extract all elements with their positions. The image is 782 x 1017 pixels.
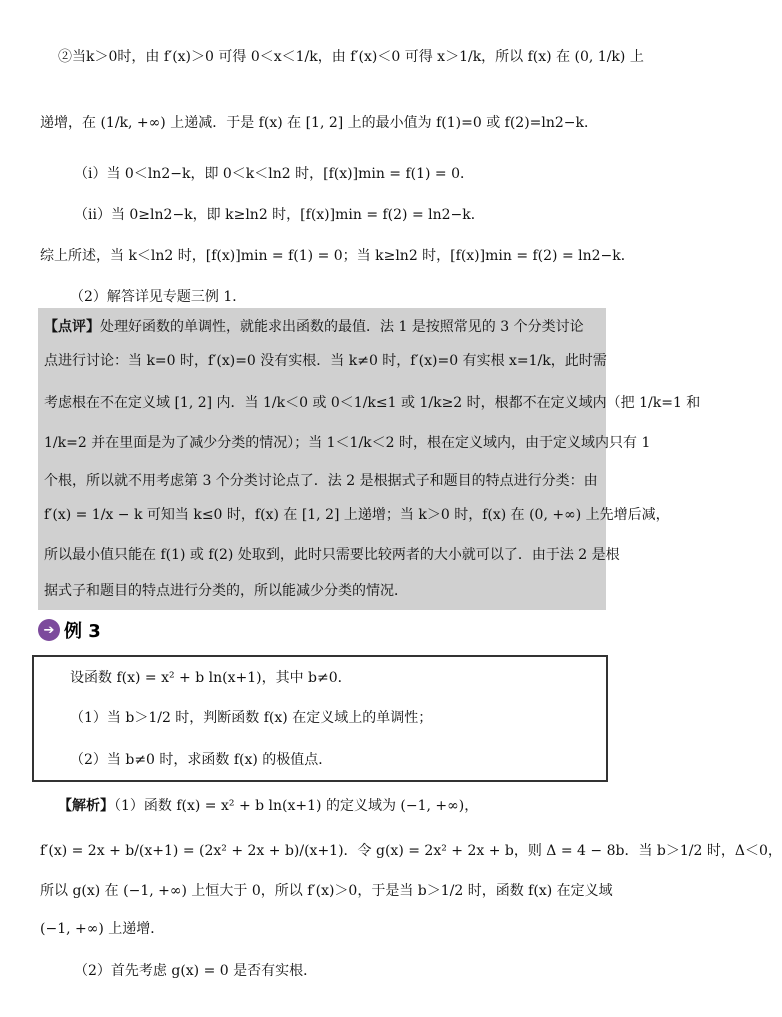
review-line <box>44 318 584 336</box>
text-line: 递增，在 (1/k, +∞) 上递减．于是 f(x) 在 [1, 2] 上的最小值为 f(1)=0 或 f(2)=ln2−k． <box>40 115 599 131</box>
review-box <box>38 308 701 610</box>
text-line: （i）当 0＜ln2−k，即 0＜k＜ln2 时，[f(x)]min = f(1) = 0． <box>74 166 475 182</box>
solution-label: 【解析】 <box>58 798 114 814</box>
review-line: 所以最小值只能在 f(1) 或 f(2) 处取到，此时只需要比较两者的大小就可以了．由于法 2 是根 <box>44 547 620 563</box>
review-line: 1/k=2 并在里面是为了减少分类的情况）；当 1＜1/k＜2 时，根在定义域内，由于定义域内只有 1 <box>44 435 651 451</box>
solution-line: (−1, +∞) 上递增． <box>40 921 165 937</box>
problem-box <box>32 655 608 782</box>
text-line: 综上所述，当 k＜ln2 时，[f(x)]min = f(1) = 0；当 k≥ln2 时，[f(x)]min = f(2) = ln2−k． <box>40 248 635 264</box>
text-line: ②当k＞0时，由 f′(x)＞0 可得 0＜x＜1/k，由 f′(x)＜0 可得 x＞1/k，所以 f(x) 在 (0, 1/k) 上 <box>58 49 644 65</box>
solution-line: （2）首先考虑 g(x) = 0 是否有实根． <box>74 963 318 979</box>
review-line: 点进行讨论：当 k=0 时，f′(x)=0 没有实根．当 k≠0 时，f′(x)=0 有实根 x=1/k，此时需 <box>44 353 607 369</box>
review-line: f′(x) = 1/x − k 可知当 k≤0 时，f(x) 在 [1, 2] 上递增；当 k＞0 时，f(x) 在 (0, +∞) 上先增后减， <box>44 507 670 523</box>
solution-line <box>58 797 478 815</box>
review-label: 【点评】 <box>44 319 100 335</box>
problem-line: （2）当 b≠0 时，求函数 f(x) 的极值点． <box>70 752 333 768</box>
solution-text: （1）函数 f(x) = x² + b ln(x+1) 的定义域为 (−1, +∞)， <box>114 798 479 814</box>
solution-line: 所以 g(x) 在 (−1, +∞) 上恒大于 0，所以 f′(x)＞0，于是当 b＞1/2 时，函数 f(x) 在定义域 <box>40 883 613 899</box>
text-line: （2）解答详见专题三例 1． <box>70 289 247 305</box>
review-line: 据式子和题目的特点进行分类的，所以能减少分类的情况． <box>44 583 408 599</box>
text-line: （ii）当 0≥ln2−k，即 k≥ln2 时，[f(x)]min = f(2) = ln2−k． <box>74 207 485 223</box>
problem-line: 设函数 f(x) = x² + b ln(x+1)，其中 b≠0． <box>70 670 352 686</box>
example-heading <box>38 616 101 644</box>
review-line: 考虑根在不在定义域 [1, 2] 内．当 1/k＜0 或 0＜1/k≤1 或 1/k≥2 时，根都不在定义域内（把 1/k=1 和 <box>44 395 701 411</box>
arrow-circle-icon: ➔ <box>38 619 60 641</box>
review-text: 处理好函数的单调性，就能求出函数的最值．法 1 是按照常见的 3 个分类讨论 <box>100 319 584 335</box>
example-title: 例 3 <box>64 621 101 642</box>
review-line: 个根，所以就不用考虑第 3 个分类讨论点了．法 2 是根据式子和题目的特点进行分类：由 <box>44 473 598 489</box>
solution-line: f′(x) = 2x + b/(x+1) = (2x² + 2x + b)/(x+1)．令 g(x) = 2x² + 2x + b，则 Δ = 4 − 8b．当 b＞1/2 时，Δ＜0， <box>40 843 782 859</box>
problem-line: （1）当 b＞1/2 时，判断函数 f(x) 在定义域上的单调性； <box>70 710 433 726</box>
